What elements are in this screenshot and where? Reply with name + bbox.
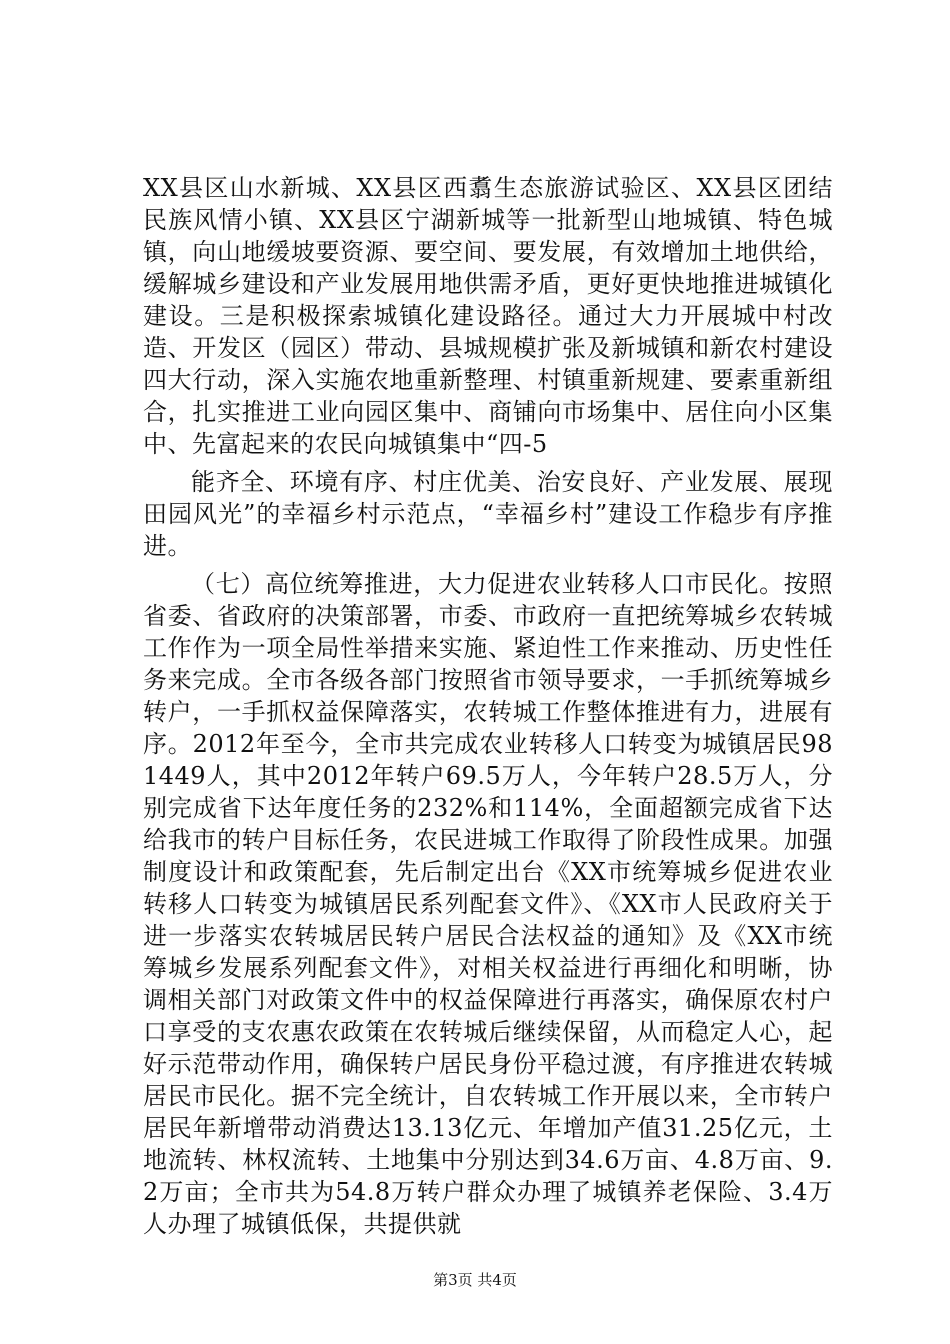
page-footer: 第3页 共4页 bbox=[433, 1271, 517, 1289]
paragraph-continued: XX县区山水新城、XX县区西翥生态旅游试验区、XX县区团结民族风情小镇、XX县区宁湖新城等一批新型山地城镇、特色城镇，向山地缓坡要资源、要空间、要发展，有效增加土地供给，缓解城乡建设和产业发展用地供需矛盾，更好更快地推进城镇化建设。三是积极探索城镇化建设路径。通过大力开展城中村改造、开发区（园区）带动、县城规模扩张及新城镇和新农村建设四大行动，深入实施农地重新整理、村镇重新规建、要素重新组合，扎实推进工业向园区集中、商铺向市场集中、居住向小区集中、先富起来的农民向城镇集中“四-5 bbox=[143, 174, 833, 458]
document-body bbox=[143, 172, 833, 1240]
paragraph-happy-villages: 能齐全、环境有序、村庄优美、治安良好、产业发展、展现田园风光”的幸福乡村示范点，“幸福乡村”建设工作稳步有序推进。 bbox=[143, 468, 833, 560]
paragraph-section-seven: （七）高位统筹推进，大力促进农业转移人口市民化。按照省委、省政府的决策部署，市委、市政府一直把统筹城乡农转城工作作为一项全局性举措来实施、紧迫性工作来推动、历史性任务来完成。全市各级各部门按照省市领导要求，一手抓统筹城乡转户，一手抓权益保障落实，农转城工作整体推进有力，进展有序。2012年至今，全市共完成农业转移人口转变为城镇居民981449人，其中2012年转户69.5万人，今年转户28.5万人，分别完成省下达年度任务的232%和114%，全面超额完成省下达给我市的转户目标任务，农民进城工作取得了阶段性成果。加强制度设计和政策配套，先后制定出台《XX市统筹城乡促进农业转移人口转变为城镇居民系列配套文件》、《XX市人民政府关于进一步落实农转城居民转户居民合法权益的通知》及《XX市统筹城乡发展系列配套文件》，对相关权益进行再细化和明晰，协调相关部门对政策文件中的权益保障进行再落实，确保原农村户口享受的支农惠农政策在农转城后继续保留，从而稳定人心，起好示范带动作用，确保转户居民身份平稳过渡，有序推进农转城居民市民化。据不完全统计，自农转城工作开展以来，全市转户居民年新增带动消费达13.13亿元、年增加产值31.25亿元，土地流转、林权流转、土地集中分别达到34.6万亩、4.8万亩、9.2万亩；全市共为54.8万转户群众办理了城镇养老保险、3.4万人办理了城镇低保，共提供就 bbox=[143, 570, 833, 1238]
